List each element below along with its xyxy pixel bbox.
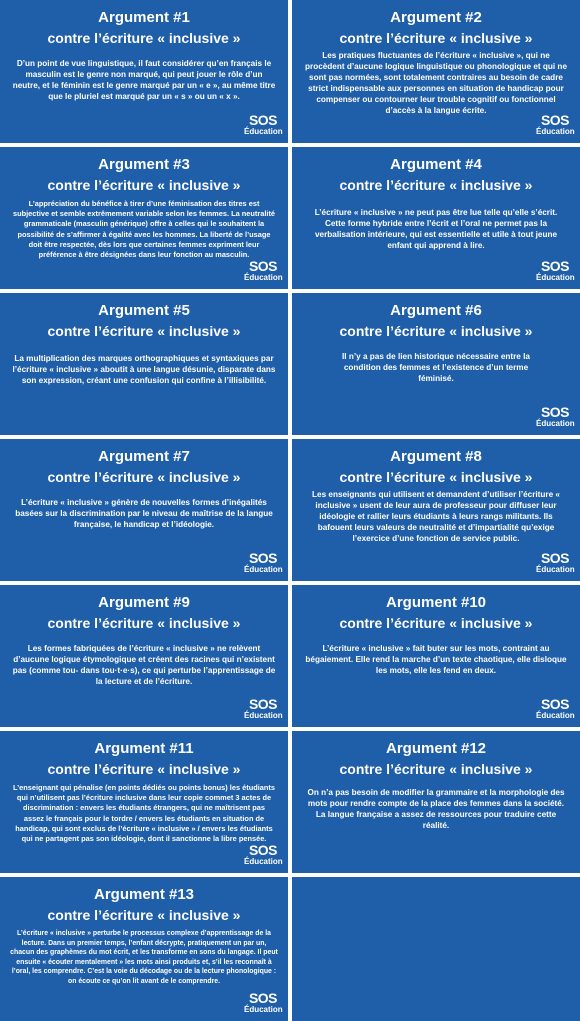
- card-title: Argument #9: [98, 594, 190, 611]
- card-subtitle: contre l’écriture « inclusive »: [339, 469, 533, 485]
- argument-card-7: [0, 439, 288, 581]
- sos-education-logo: SOS Éducation: [244, 112, 283, 136]
- card-title: Argument #6: [390, 302, 482, 319]
- empty-card: [292, 877, 580, 1021]
- card-body: L’écriture « inclusive » fait buter sur les mots, contraint au bégaiement. Elle rend la marche d’un texte chaotique, elle disloque les mots, elle les fend en deux.: [305, 644, 567, 675]
- card-title: Argument #11: [94, 740, 194, 757]
- argument-card-2: [292, 0, 580, 143]
- sos-education-logo: SOS Éducation: [536, 112, 575, 136]
- card-body: Les formes fabriquées de l’écriture « inclusive » ne relèvent d’aucune logique étymologique et créent des racines qui n’existent pas (comme tou- dans tou·t·e·s), ce qui perturbe l’apprentissage de la lecture et de l’écriture.: [12, 644, 276, 686]
- card-title: Argument #2: [390, 9, 482, 26]
- card-body: Il n’y a pas de lien historique nécessaire entre la condition des femmes et l’existence d’un terme féminisé.: [342, 352, 530, 383]
- argument-card-3: [0, 147, 288, 289]
- card-body: L’écriture « inclusive » perturbe le processus complexe d’apprentissage de la lecture. Dans un premier temps, l’enfant décrypte, pratiquement un par un, chacun des graphèmes du mot écrit, et les transforme en sons du langage. Il peut ensuite « écouter mentalement » les mots ainsi produits et, s’il les reconnaît à l’oral, les comprendre. C’est la voie du décodage ou de la lecture phonologique : on écoute ce qu’on lit avant de le comprendre.: [10, 930, 278, 985]
- card-title: Argument #5: [98, 302, 190, 319]
- card-title: Argument #4: [390, 156, 482, 173]
- card-subtitle: contre l’écriture « inclusive »: [47, 177, 241, 193]
- sos-education-logo: SOS Éducation: [244, 842, 283, 866]
- sos-education-logo: SOS Éducation: [244, 696, 283, 720]
- card-subtitle: contre l’écriture « inclusive »: [47, 761, 241, 777]
- card-body: L’appréciation du bénéfice à tirer d’une féminisation des titres est subjective et semble extrêmement variable selon les femmes. La neutralité grammaticale (masculin générique) offre à celles qui le souhaitent la possibilité de s’affirmer à égalité avec les hommes. La liberté de l’usage doit être respectée, dès lors que certaines femmes expriment leur préférence à être désignées dans leur fonction au masculin.: [12, 199, 276, 260]
- card-body: Les enseignants qui utilisent et demandent d’utiliser l’écriture « inclusive » usent de leur aura de professeur pour diffuser leur idéologie et rallier leurs étudiants à leurs rangs militants. Ils bafouent leurs valeurs de neutralité et d’impartialité qu’exige l’exercice d’une fonction de service public.: [312, 490, 560, 543]
- argument-card-12: [292, 731, 580, 873]
- card-title: Argument #7: [98, 448, 190, 465]
- card-title: Argument #12: [385, 740, 487, 757]
- card-body: D’un point de vue linguistique, il faut considérer qu’en français le masculin est le genre non marqué, qui peut jouer le rôle d’un neutre, et le féminin est le genre marqué par un « e », au même titre que le pluriel est marqué par un « s » ou un « x ».: [12, 59, 276, 101]
- card-title: Argument #8: [390, 448, 482, 465]
- card-body: L’écriture « inclusive » génère de nouvelles formes d’inégalités basées sur la discrimination par le niveau de maîtrise de la langue française, le handicap et l’idéologie.: [15, 498, 273, 529]
- card-subtitle: contre l’écriture « inclusive »: [339, 177, 533, 193]
- card-subtitle: contre l’écriture « inclusive »: [47, 323, 241, 339]
- card-subtitle: contre l’écriture « inclusive »: [47, 30, 241, 46]
- card-subtitle: contre l’écriture « inclusive »: [47, 615, 241, 631]
- card-subtitle: contre l’écriture « inclusive »: [339, 615, 533, 631]
- card-title: Argument #3: [98, 156, 190, 173]
- card-body: On n’a pas besoin de modifier la grammaire et la morphologie des mots pour rendre compte de la place des femmes dans la société. La langue française a assez de ressources pour traduire cette réalité.: [307, 788, 565, 830]
- argument-card-6: [292, 293, 580, 435]
- argument-card-4: [292, 147, 580, 289]
- card-body: Les pratiques fluctuantes de l’écriture « inclusive », qui ne procèdent d’aucune logique linguistique ou phonologique et qui ne sont pas normées, sont totalement contraires au besoin de cadre strict indispensable aux personnes en situation de handicap pour compenser ou contourner leur trouble cognitif ou fonctionnel d’accès à la langue écrite.: [305, 51, 567, 115]
- card-title: Argument #10: [385, 594, 487, 611]
- card-subtitle: contre l’écriture « inclusive »: [339, 30, 533, 46]
- sos-education-logo: SOS Éducation: [536, 550, 575, 574]
- sos-education-logo: SOS Éducation: [536, 696, 575, 720]
- card-body: La multiplication des marques orthographiques et syntaxiques par l’écriture « inclusive » aboutit à une langue désunie, disparate dans son expression, créant une confusion qui confine à l’illisibilité.: [12, 354, 276, 385]
- argument-card-9: [0, 585, 288, 727]
- argument-card-13: [0, 877, 288, 1021]
- card-subtitle: contre l’écriture « inclusive »: [339, 323, 533, 339]
- sos-education-logo: SOS Éducation: [244, 258, 283, 282]
- card-body: L’écriture « inclusive » ne peut pas être lue telle qu’elle s’écrit. Cette forme hybride entre l’écrit et l’oral ne permet pas la verbalisation intérieure, qui est essentielle et utile à tout jeune enfant qui apprend à lire.: [314, 208, 558, 250]
- sos-education-logo: SOS Éducation: [536, 404, 575, 428]
- sos-education-logo: SOS Éducation: [244, 550, 283, 574]
- argument-card-5: [0, 293, 288, 435]
- card-subtitle: contre l’écriture « inclusive »: [339, 761, 533, 777]
- card-subtitle: contre l’écriture « inclusive »: [47, 907, 241, 923]
- card-title: Argument #1: [98, 9, 190, 26]
- card-title: Argument #13: [93, 886, 195, 903]
- card-subtitle: contre l’écriture « inclusive »: [47, 469, 241, 485]
- argument-card-11: [0, 731, 288, 873]
- card-body: L’enseignant qui pénalise (en points dédiés ou points bonus) les étudiants qui n’utilisent pas l’écriture inclusive dans leur copie commet 3 actes de discrimination : envers les étudiants étrangers, qui ne maîtrisent pas assez le français pour le tordre / envers les étudiants en situation de handicap, qui sont exclus de l’écriture « inclusive » / envers les étudiants qui ne partagent pas son idéologie, dont il sanctionne la libre pensée.: [13, 783, 275, 844]
- argument-card-1: [0, 0, 288, 143]
- argument-card-8: [292, 439, 580, 581]
- sos-education-logo: SOS Éducation: [536, 258, 575, 282]
- sos-education-logo: SOS Éducation: [244, 990, 283, 1014]
- argument-card-10: [292, 585, 580, 727]
